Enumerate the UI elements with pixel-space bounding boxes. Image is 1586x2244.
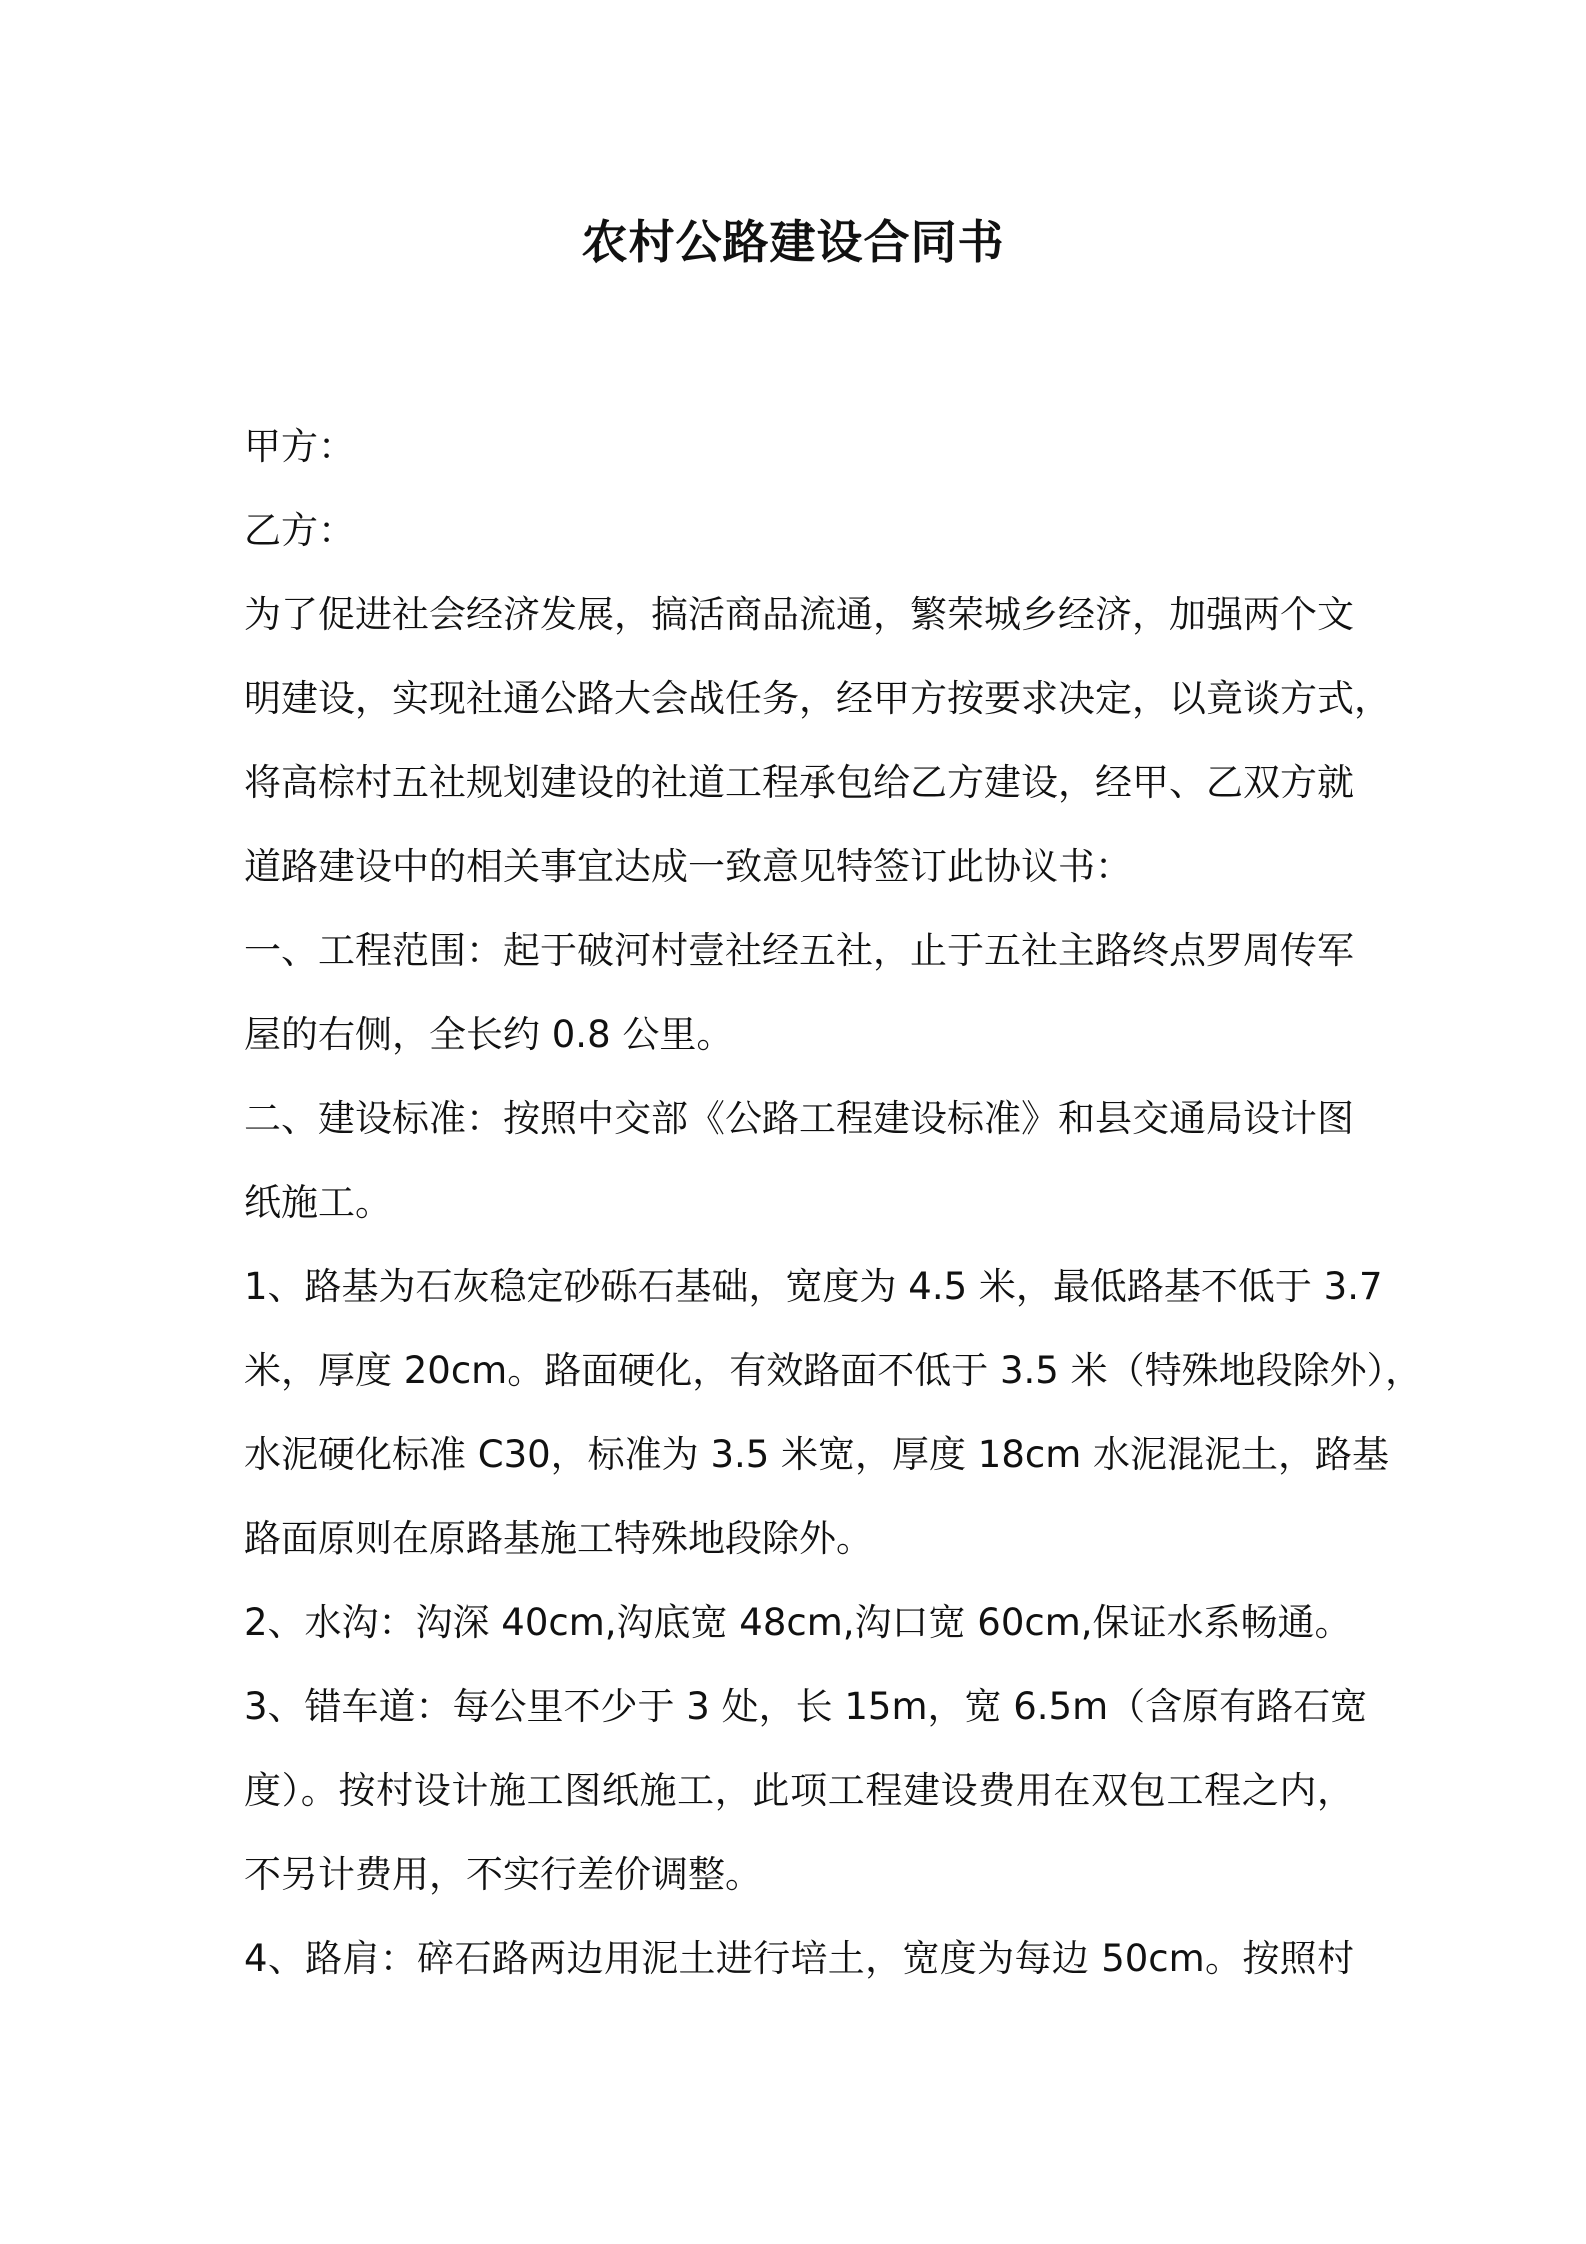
clause-line: 纸施工。 (244, 1181, 392, 1224)
paragraph-line: 将高棕村五社规划建设的社道工程承包给乙方建设，经甲、乙双方就 (244, 761, 1354, 804)
clause-line: 屋的右侧，全长约 0.8 公里。 (244, 1013, 734, 1056)
paragraph-line: 道路建设中的相关事宜达成一致意见特签订此协议书： (244, 845, 1132, 888)
document-title: 农村公路建设合同书 (581, 215, 1005, 269)
document-body (244, 405, 1423, 2001)
clause-line: 一、工程范围：起于破河村壹社经五社，止于五社主路终点罗周传军 (244, 929, 1354, 972)
clause-line: 路面原则在原路基施工特殊地段除外。 (244, 1517, 873, 1560)
paragraph-line: 为了促进社会经济发展，搞活商品流通，繁荣城乡经济，加强两个文 (244, 593, 1354, 636)
party-a-line: 甲方： (244, 425, 355, 468)
clause-line: 度）。按村设计施工图纸施工，此项工程建设费用在双包工程之内， (244, 1769, 1354, 1812)
clause-line: 4、路肩：碎石路两边用泥土进行培土，宽度为每边 50cm。按照村 (244, 1937, 1354, 1980)
clause-line: 米，厚度 20cm。路面硬化，有效路面不低于 3.5 米（特殊地段除外）， (244, 1349, 1423, 1392)
clause-line: 2、水沟：沟深 40cm,沟底宽 48cm,沟口宽 60cm,保证水系畅通。 (244, 1601, 1352, 1644)
clause-line: 不另计费用，不实行差价调整。 (244, 1853, 762, 1896)
paragraph-line: 明建设，实现社通公路大会战任务，经甲方按要求决定，以竟谈方式， (244, 677, 1391, 720)
clause-line: 3、错车道：每公里不少于 3 处，长 15m，宽 6.5m（含原有路石宽 (244, 1685, 1368, 1728)
clause-line: 二、建设标准：按照中交部《公路工程建设标准》和县交通局设计图 (244, 1097, 1354, 1140)
party-b-line: 乙方： (244, 509, 355, 552)
clause-line: 1、路基为石灰稳定砂砾石基础，宽度为 4.5 米，最低路基不低于 3.7 (244, 1265, 1383, 1308)
clause-line: 水泥硬化标准 C30，标准为 3.5 米宽，厚度 18cm 水泥混泥土，路基 (244, 1433, 1390, 1476)
